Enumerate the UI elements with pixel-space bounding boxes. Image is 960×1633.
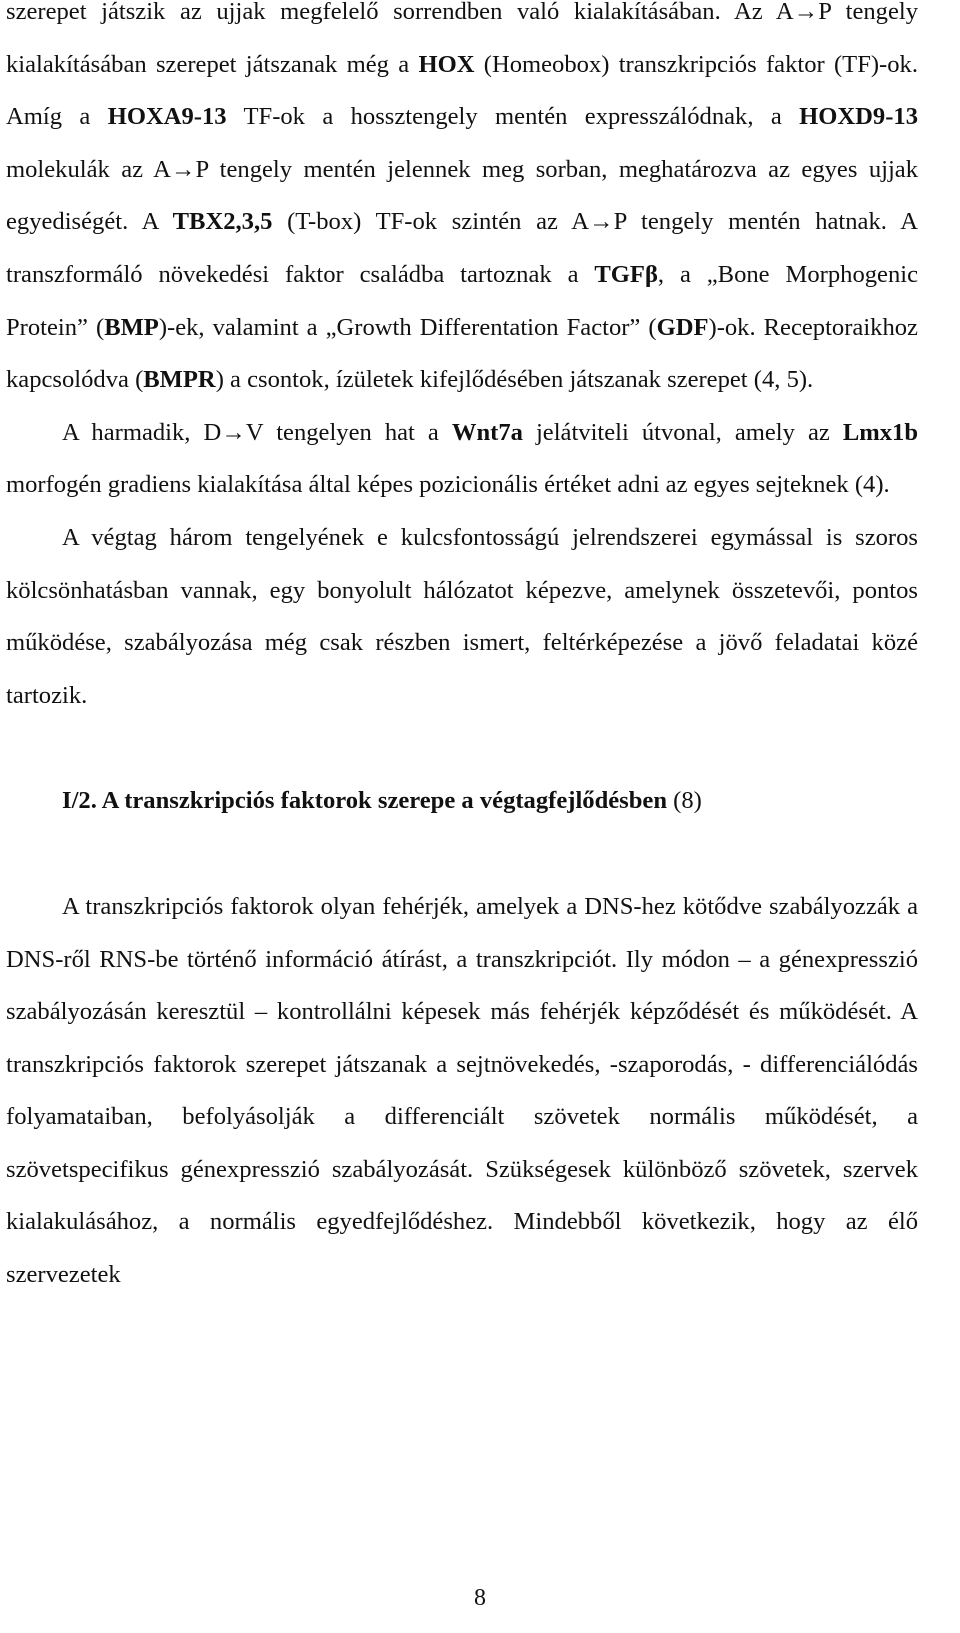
text-run: (T-box) TF-ok szintén az A→P tengely mentén hatnak. A transzformáló növekedési faktor családba tartoznak a [6,208,918,288]
text-run: jelátviteli útvonal, amely az [522,418,843,446]
paragraph-dv-axis [6,407,918,512]
vertical-spacer [6,722,918,775]
vertical-spacer [6,828,918,881]
paragraph-limb-axes-ap [6,0,918,407]
text-run: szerepet játszik az ujjak megfelelő sorrendben való kialakításában. Az A→P tengely kialakításában szerepet játszanak még a [6,0,918,78]
text-run: morfogén gradiens kialakítása által képes pozicionális értéket adni az egyes sejteknek (4). [6,471,890,499]
text-run: (Homeobox) transzkripciós faktor (TF)-ok. Amíg a [6,50,918,131]
section-heading [6,775,918,828]
bold-term-wnt7a: Wnt7a [451,418,523,446]
bold-term-bmp: BMP [104,313,159,341]
text-run: A harmadik, D→V tengelyen hat a [62,418,452,446]
bold-term-hoxd: HOXD9-13 [799,103,919,131]
text-run: ) a csontok, ízületek kifejlődésében játszanak szerepet (4, 5). [215,366,814,394]
text-run: molekulák az A→P tengely mentén jelennek meg sorban, meghatározva az egyes ujjak egyediségét. A [6,155,918,236]
section-heading-reference: (8) [667,787,702,815]
bold-term-gdf: GDF [656,313,709,341]
text-run: )-ek, valamint a „Growth Differentation Factor” ( [158,313,657,341]
text-run: , a „Bone Morphogenic Protein” ( [6,260,918,341]
bold-term-bmpr: BMPR [143,366,216,394]
bold-term-hoxa: HOXA9-13 [107,103,227,131]
text-run: TF-ok a hossztengely mentén expresszálódnak, a [226,103,800,131]
paragraph-signal-network: A végtag három tengelyének e kulcsfontosságú jelrendszerei egymással is szoros kölcsönhatásban vannak, egy bonyolult hálózatot képezve, amelynek összetevői, pontos működése, szabályozása még csak részben ismert, feltérképezése a jövő feladatai közé tartozik. [6,523,918,709]
bold-term-tgfb: TGFβ [594,260,658,288]
document-page [6,0,918,1302]
page-number: 8 [474,1585,486,1611]
text-run: )-ok. Receptoraikhoz kapcsolódva ( [6,313,918,394]
bold-term-tbx: TBX2,3,5 [172,208,273,236]
bold-term-hox: HOX [418,50,475,78]
bold-term-lmx1b: Lmx1b [842,418,918,446]
section-heading-title: I/2. A transzkripciós faktorok szerepe a végtagfejlődésben [62,787,668,815]
paragraph-transcription-factors: A transzkripciós faktorok olyan fehérjék, amelyek a DNS-hez kötődve szabályozzák a DNS-ről RNS-be történő információ átírást, a transzkripciót. Ily módon – a génexpresszió szabályozásán keresztül – kontrollálni képesek más fehérjék képződését és működését. A transzkripciós faktorok szerepet játszanak a sejtnövekedés, -szaporodás, - differenciálódás folyamataiban, befolyásolják a differenciált szövetek normális működését, a szövetspecifikus génexpresszió szabályozását. Szükségesek különböző szövetek, szervek kialakulásához, a normális egyedfejlődéshez. Mindebből következik, hogy az élő szervezetek [6,892,918,1289]
